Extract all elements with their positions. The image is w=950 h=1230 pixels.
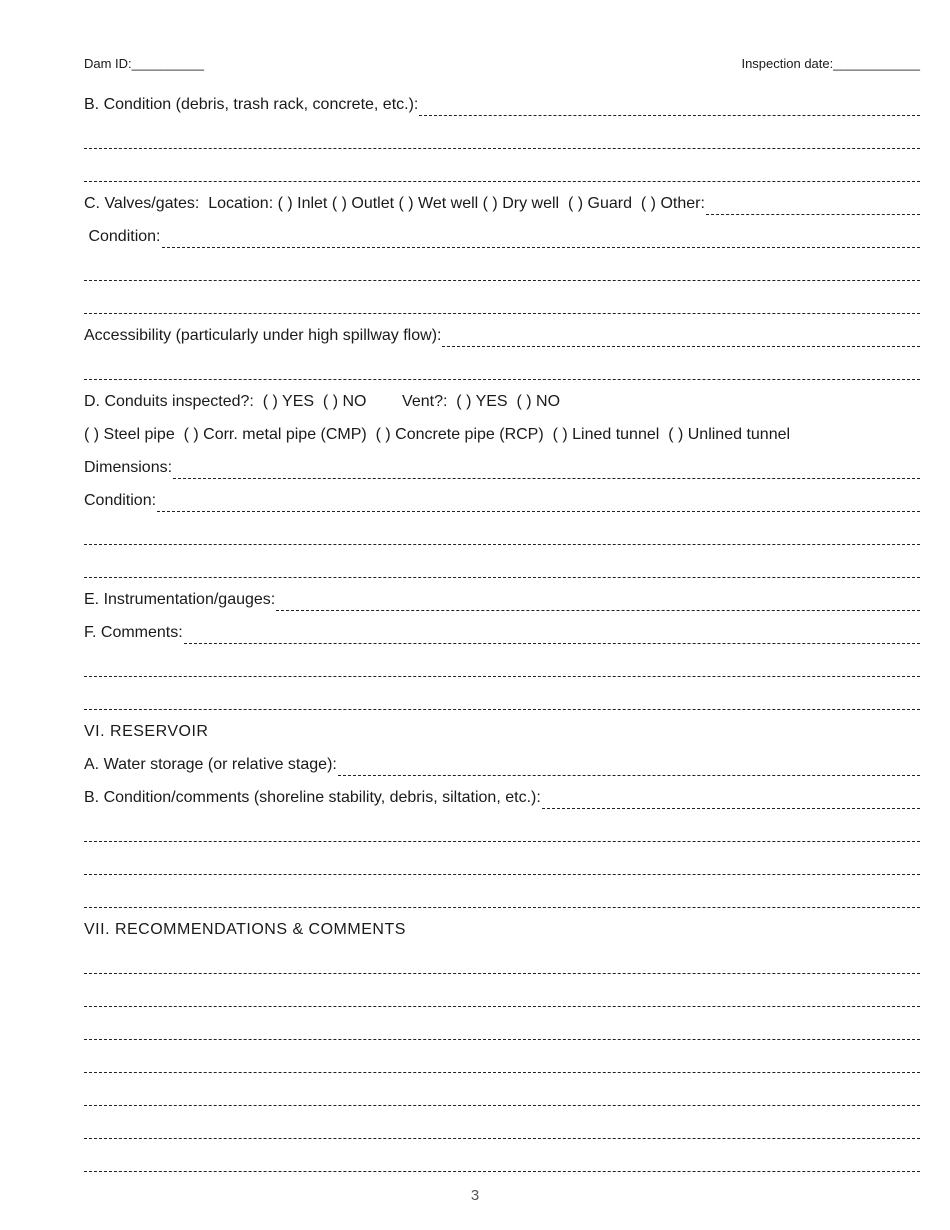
reservoir-condition-row[interactable] xyxy=(84,781,920,814)
fill-line[interactable] xyxy=(84,565,920,578)
blank-line[interactable] xyxy=(84,649,920,682)
blank-line[interactable] xyxy=(84,286,920,319)
recommendations-heading-row xyxy=(84,913,920,946)
conduit-condition-label: Condition: xyxy=(84,492,157,509)
instrumentation-row[interactable] xyxy=(84,583,920,616)
fill-line[interactable] xyxy=(84,1027,920,1040)
page-number: 3 xyxy=(470,1187,480,1204)
water-storage-label: A. Water storage (or relative stage): xyxy=(84,756,337,773)
inspection-date-field[interactable]: Inspection date:____________ xyxy=(741,56,920,71)
accessibility-row[interactable] xyxy=(84,319,920,352)
blank-line[interactable] xyxy=(84,550,920,583)
fill-line[interactable] xyxy=(84,136,920,149)
conduit-types-label: ( ) Steel pipe ( ) Corr. metal pipe (CMP) ( ) Concrete pipe (RCP) ( ) Lined tunnel ( ) Unlined tunnel xyxy=(84,426,791,443)
blank-line[interactable] xyxy=(84,1144,920,1177)
fill-line[interactable] xyxy=(84,994,920,1007)
water-storage-row[interactable] xyxy=(84,748,920,781)
conduit-dimensions-line[interactable] xyxy=(173,466,920,479)
blank-line[interactable] xyxy=(84,946,920,979)
conduits-inspected-label: D. Conduits inspected?: ( ) YES ( ) NO Vent?: ( ) YES ( ) NO xyxy=(84,393,561,410)
fill-line[interactable] xyxy=(84,301,920,314)
fill-line[interactable] xyxy=(84,862,920,875)
outlet-condition-line[interactable] xyxy=(419,103,920,116)
conduit-types-row[interactable] xyxy=(84,418,920,451)
fill-line[interactable] xyxy=(84,829,920,842)
comments-line[interactable] xyxy=(184,631,920,644)
valves-condition-row[interactable] xyxy=(84,220,920,253)
valves-other-line[interactable] xyxy=(706,202,920,215)
comments-row[interactable] xyxy=(84,616,920,649)
valves-gates-label: C. Valves/gates: Location: ( ) Inlet ( ) Outlet ( ) Wet well ( ) Dry well ( ) Guard ( ) Other: xyxy=(84,195,705,212)
fill-line[interactable] xyxy=(84,532,920,545)
instrumentation-line[interactable] xyxy=(276,598,920,611)
blank-line[interactable] xyxy=(84,1012,920,1045)
fill-line[interactable] xyxy=(84,1060,920,1073)
fill-line[interactable] xyxy=(84,1159,920,1172)
blank-line[interactable] xyxy=(84,1111,920,1144)
reservoir-heading-row xyxy=(84,715,920,748)
fill-line[interactable] xyxy=(84,1126,920,1139)
instrumentation-label: E. Instrumentation/gauges: xyxy=(84,591,276,608)
fill-line[interactable] xyxy=(84,1093,920,1106)
blank-line[interactable] xyxy=(84,847,920,880)
fill-line[interactable] xyxy=(84,268,920,281)
blank-line[interactable] xyxy=(84,121,920,154)
page-header xyxy=(84,56,920,76)
accessibility-line[interactable] xyxy=(442,334,920,347)
comments-label: F. Comments: xyxy=(84,624,183,641)
outlet-condition-label: B. Condition (debris, trash rack, concrete, etc.): xyxy=(84,96,419,113)
fill-line[interactable] xyxy=(84,169,920,182)
dam-id-field[interactable]: Dam ID:__________ xyxy=(84,56,204,71)
reservoir-condition-line[interactable] xyxy=(542,796,920,809)
conduit-condition-row[interactable] xyxy=(84,484,920,517)
conduit-condition-line[interactable] xyxy=(157,499,920,512)
form-content xyxy=(84,88,920,1177)
blank-line[interactable] xyxy=(84,880,920,913)
conduit-dimensions-label: Dimensions: xyxy=(84,459,173,476)
blank-line[interactable] xyxy=(84,814,920,847)
accessibility-label: Accessibility (particularly under high spillway flow): xyxy=(84,327,442,344)
valves-gates-row[interactable] xyxy=(84,187,920,220)
conduits-inspected-row[interactable] xyxy=(84,385,920,418)
blank-line[interactable] xyxy=(84,1078,920,1111)
blank-line[interactable] xyxy=(84,979,920,1012)
valves-condition-line[interactable] xyxy=(162,235,921,248)
outlet-condition-row[interactable] xyxy=(84,88,920,121)
water-storage-line[interactable] xyxy=(338,763,920,776)
blank-line[interactable] xyxy=(84,682,920,715)
valves-condition-label: Condition: xyxy=(84,228,161,245)
blank-line[interactable] xyxy=(84,352,920,385)
blank-line[interactable] xyxy=(84,154,920,187)
fill-line[interactable] xyxy=(84,961,920,974)
fill-line[interactable] xyxy=(84,697,920,710)
fill-line[interactable] xyxy=(84,367,920,380)
conduit-dimensions-row[interactable] xyxy=(84,451,920,484)
reservoir-condition-label: B. Condition/comments (shoreline stability, debris, siltation, etc.): xyxy=(84,789,541,806)
blank-line[interactable] xyxy=(84,253,920,286)
fill-line[interactable] xyxy=(84,664,920,677)
recommendations-heading: VII. RECOMMENDATIONS & COMMENTS xyxy=(84,921,406,938)
blank-line[interactable] xyxy=(84,1045,920,1078)
reservoir-heading: VI. RESERVOIR xyxy=(84,723,209,740)
fill-line[interactable] xyxy=(84,895,920,908)
blank-line[interactable] xyxy=(84,517,920,550)
